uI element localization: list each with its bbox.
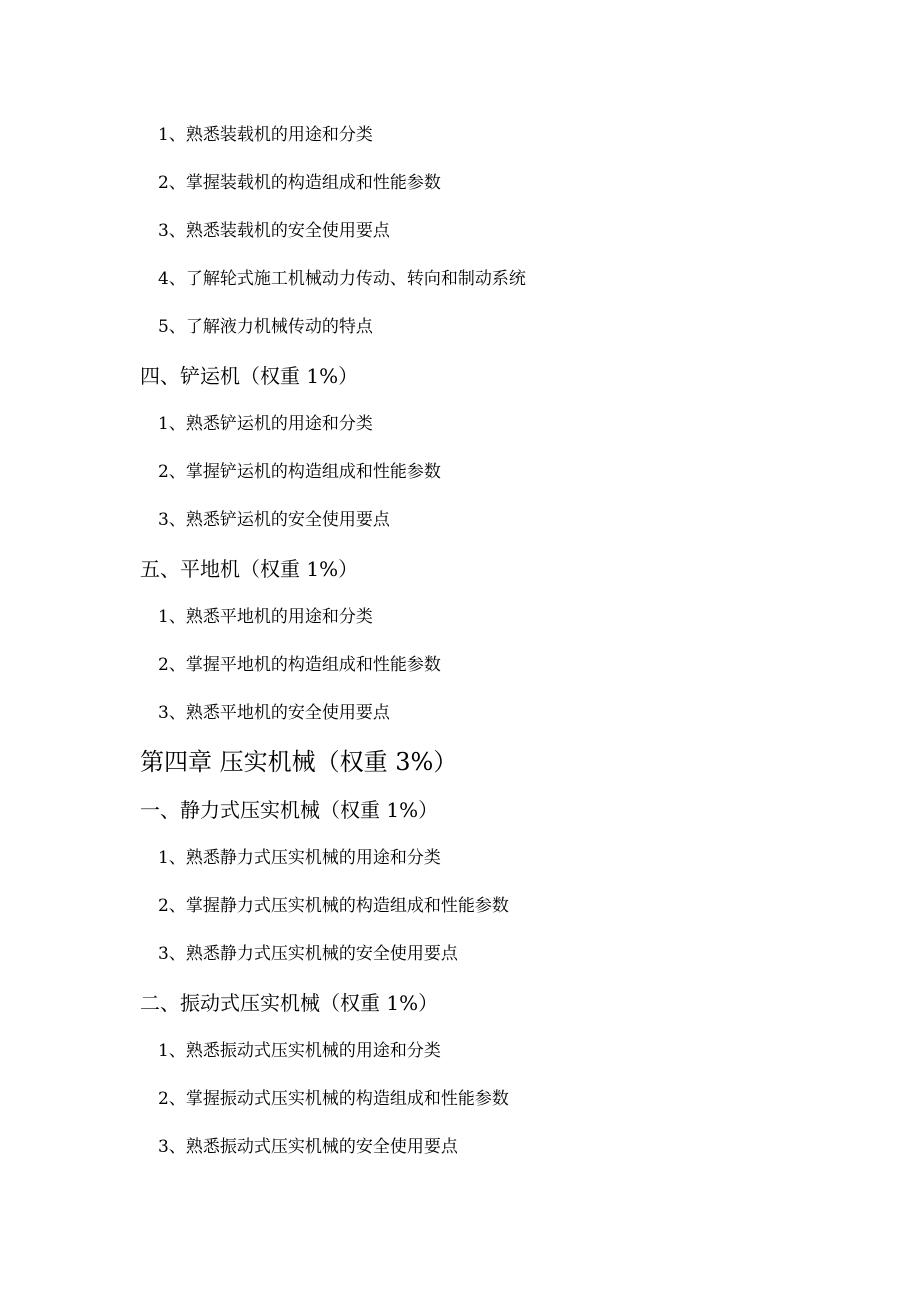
section-heading: 一、静力式压实机械（权重 1%）: [140, 798, 439, 822]
list-item: 1、熟悉铲运机的用途和分类: [158, 414, 373, 434]
list-item: 3、熟悉振动式压实机械的安全使用要点: [158, 1137, 458, 1157]
list-item: 3、熟悉装载机的安全使用要点: [158, 221, 390, 241]
list-item: 2、掌握铲运机的构造组成和性能参数: [158, 462, 441, 482]
list-item: 3、熟悉静力式压实机械的安全使用要点: [158, 944, 458, 964]
list-item: 1、熟悉静力式压实机械的用途和分类: [158, 848, 441, 868]
list-item: 2、掌握振动式压实机械的构造组成和性能参数: [158, 1089, 509, 1109]
section-heading: 二、振动式压实机械（权重 1%）: [140, 991, 439, 1015]
chapter-title: 第四章 压实机械（权重 3%）: [140, 748, 458, 776]
section-heading: 四、铲运机（权重 1%）: [140, 364, 359, 388]
section-heading: 五、平地机（权重 1%）: [140, 557, 359, 581]
list-item: 1、熟悉平地机的用途和分类: [158, 607, 373, 627]
list-item: 2、掌握静力式压实机械的构造组成和性能参数: [158, 896, 509, 916]
list-item: 3、熟悉平地机的安全使用要点: [158, 703, 390, 723]
list-item: 4、了解轮式施工机械动力传动、转向和制动系统: [158, 269, 526, 289]
list-item: 2、掌握装载机的构造组成和性能参数: [158, 173, 441, 193]
list-item: 3、熟悉铲运机的安全使用要点: [158, 510, 390, 530]
list-item: 1、熟悉振动式压实机械的用途和分类: [158, 1041, 441, 1061]
list-item: 5、了解液力机械传动的特点: [158, 317, 373, 337]
list-item: 1、熟悉装载机的用途和分类: [158, 125, 373, 145]
list-item: 2、掌握平地机的构造组成和性能参数: [158, 655, 441, 675]
